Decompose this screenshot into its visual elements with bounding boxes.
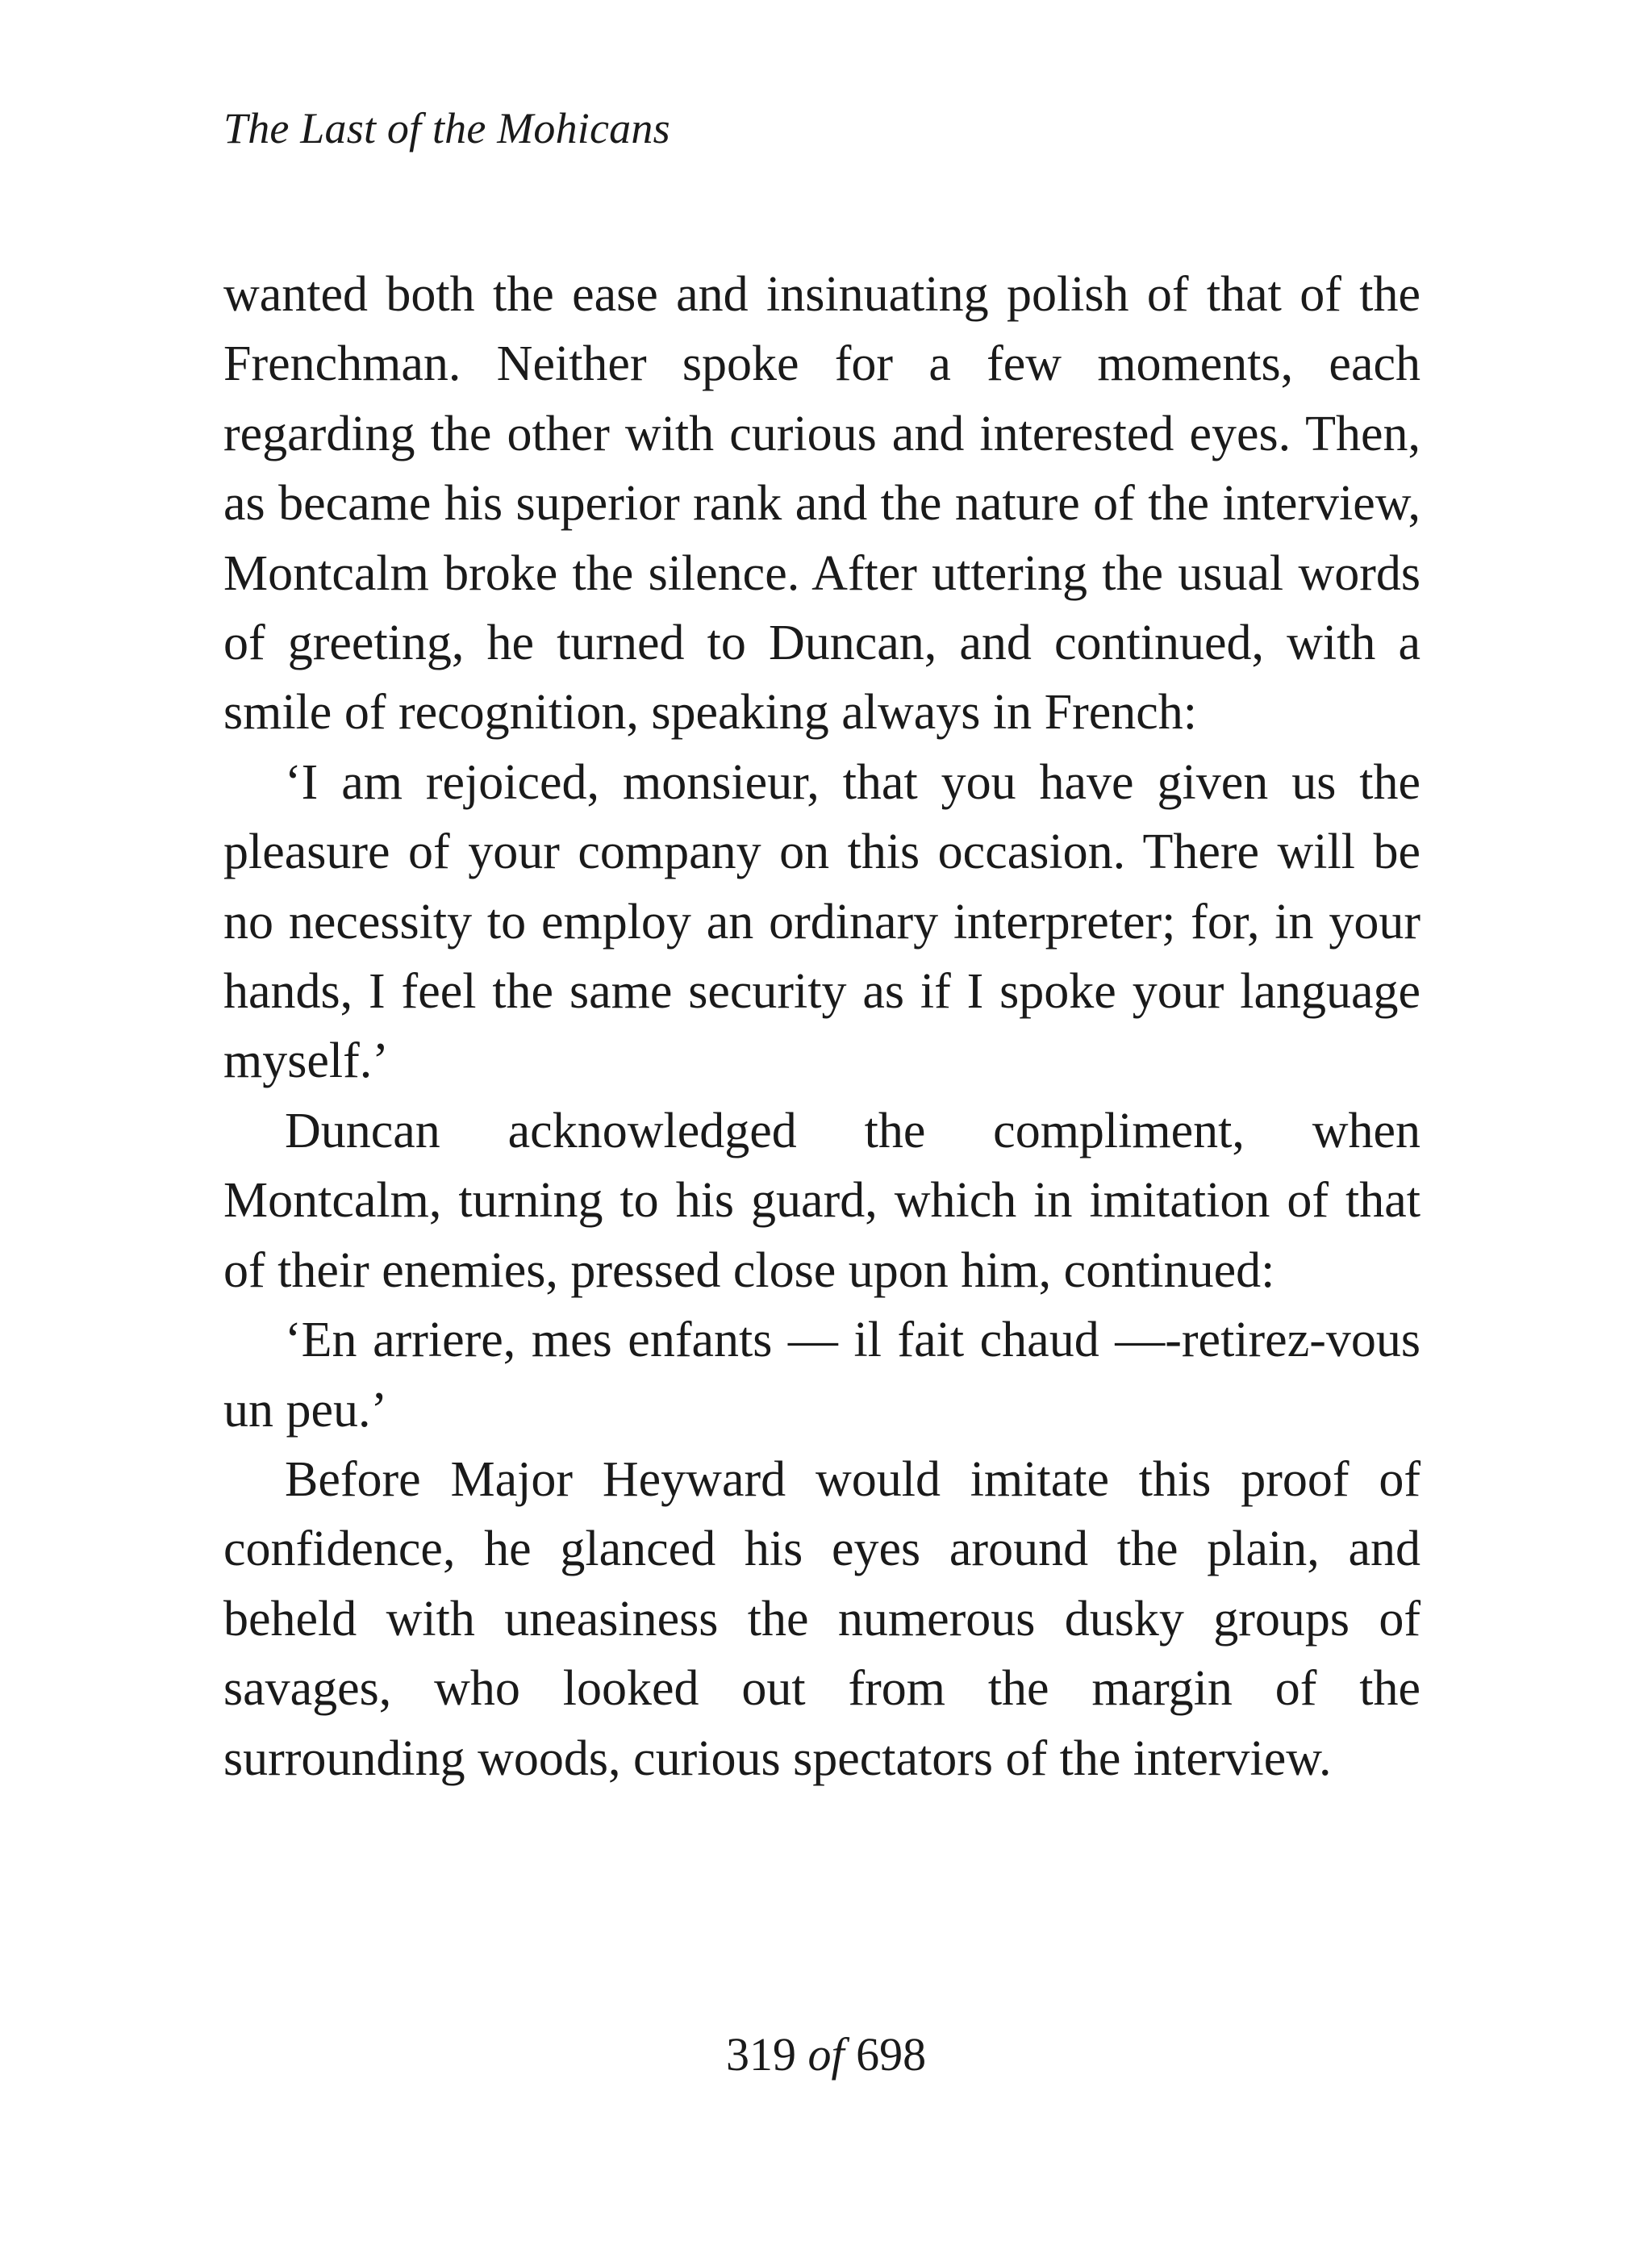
current-page-number: 319 [725,2028,796,2081]
paragraph-duncan-acknowledged: Duncan acknowledged the compliment, when Montcalm, turning to his guard, which in imitation of that of their enemies, pressed close upon him, continued: [223,1103,1420,1298]
paragraph-montcalm-greeting: ‘I am rejoiced, monsieur, that you have given us the pleasure of your company on this occasion. There will be no necessity to employ an ordinary interpreter; for, in your hands, I feel the same security as if I spoke your language myself.’ [223,754,1420,1089]
paragraph-en-arriere: ‘En arriere, mes enfants — il fait chaud —-retirez-vous un peu.’ [223,1313,1420,1438]
paragraph-major-heyward: Before Major Heyward would imitate this proof of confidence, he glanced his eyes around the plain, and beheld with uneasiness the numerous dusky groups of savages, who looked out from the margin of the surrounding woods, curious spectators of the interview. [223,1451,1420,1786]
running-title: The Last of the Mohicans [223,104,670,152]
page-body [223,260,1420,1793]
page-of-word: of [807,2028,845,2081]
total-page-count: 698 [856,2028,927,2081]
paragraph-continued: wanted both the ease and insinuating polish of that of the Frenchman. Neither spoke for a few moments, each regarding the other with curious and interested eyes. Then, as became his superior rank and the nature of the interview, Montcalm broke the silence. After uttering the usual words of greeting, he turned to Duncan, and continued, with a smile of recognition, speaking always in French: [223,267,1420,741]
page-number [0,2028,1652,2081]
